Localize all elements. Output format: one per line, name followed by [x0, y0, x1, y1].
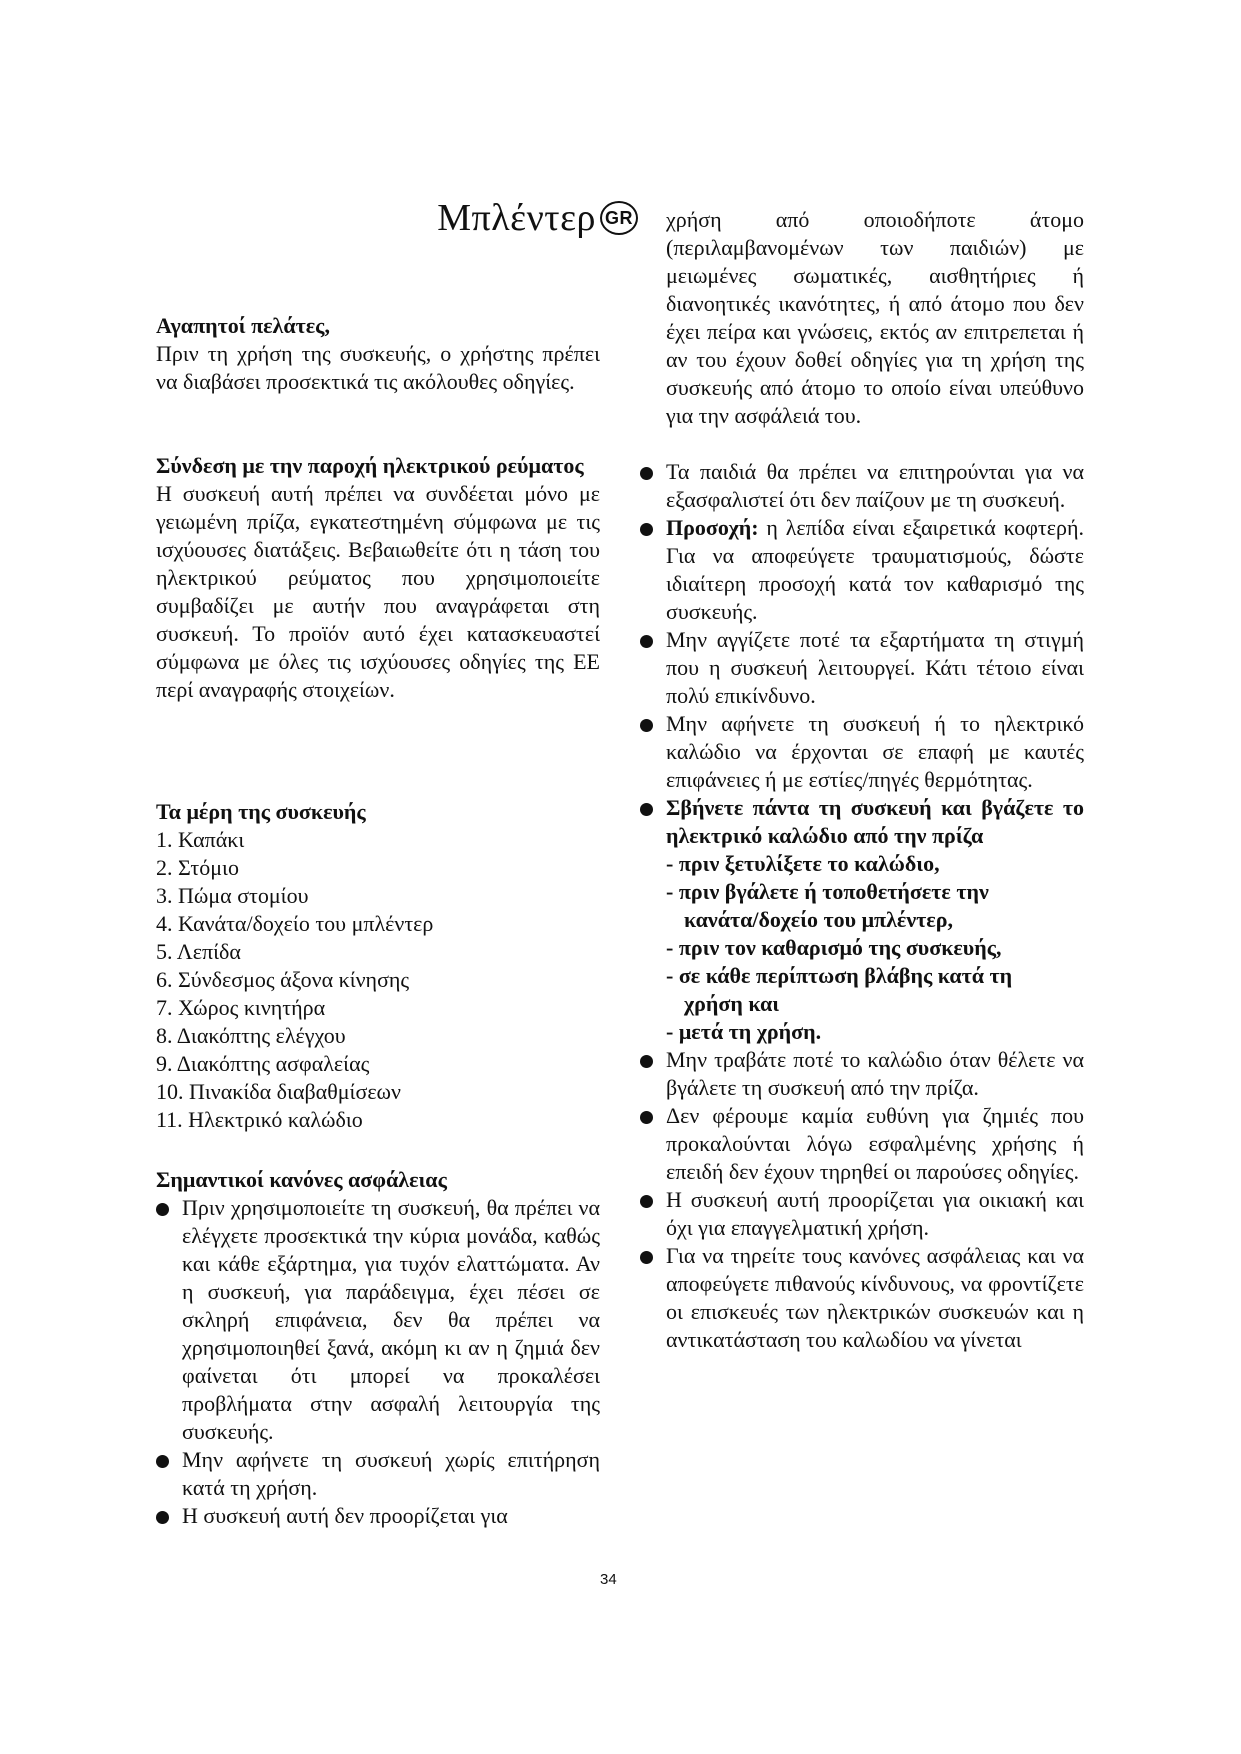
bullet-no-pull: Μην τραβάτε ποτέ το καλώδιο όταν θέλετε να βγάλετε τη συσκευή από την πρίζα. [640, 1046, 1084, 1102]
case-unwind: - πριν ξετυλίξετε το καλώδιο, [666, 851, 940, 876]
case-fault: - σε κάθε περίπτωση βλάβης κατά τη [666, 963, 1013, 988]
right-bullets [640, 458, 1084, 1354]
bullet-caution [640, 514, 1084, 626]
safety-heading: Σημαντικοί κανόνες ασφάλειας [156, 1167, 447, 1192]
parts-item: 8. Διακόπτης ελέγχου [156, 1023, 346, 1048]
caution-label: Προσοχή: [666, 515, 759, 540]
case-remove-jug-cont: κανάτα/δοχείο του μπλέντερ, [684, 907, 953, 932]
case-after-use: - μετά τη χρήση. [666, 1019, 822, 1044]
safety-section [156, 1166, 600, 1530]
case-fault-cont: χρήση και [684, 991, 780, 1016]
bullet-switch-off: Σβήνετε πάντα τη συσκευή και βγάζετε το ηλεκτρικό καλώδιο από την πρίζα [640, 794, 1084, 850]
parts-item: 3. Πώμα στομίου [156, 883, 309, 908]
power-heading: Σύνδεση με την παροχή ηλεκτρικού ρεύματος [156, 453, 584, 478]
parts-item: 1. Καπάκι [156, 827, 245, 852]
continuation-text: χρήση από οποιοδήποτε άτομο (περιλαμβανομένων των παιδιών) με μειωμένες σωματικές, αισθητήριες ή διανοητικές ικανότητες, ή από άτομο που δεν έχει πείρα και γνώσεις, εκτός αν επιτρεπεται ή αν του έχουν δοθεί οδηγίες για τη χρήση της συσκευής από άτομο το οποίο είναι υπεύθυνο για την ασφάλειά του. [666, 207, 1084, 428]
bullet-household: Η συσκευή αυτή προορίζεται για οικιακή και όχι για επαγγελματική χρήση. [640, 1186, 1084, 1242]
bullet-children: Τα παιδιά θα πρέπει να επιτηρούνται για να εξασφαλιστεί ότι δεν παίζουν με τη συσκευή. [640, 458, 1084, 514]
title-text: Μπλέντερ [437, 197, 596, 239]
parts-section [156, 798, 600, 1134]
parts-list [156, 826, 600, 1134]
parts-item: 6. Σύνδεσμος άξονα κίνησης [156, 967, 410, 992]
language-badge: GR [600, 201, 638, 235]
power-section [156, 452, 600, 704]
parts-item: 11. Ηλεκτρικό καλώδιο [156, 1107, 363, 1132]
power-text: Η συσκευή αυτή πρέπει να συνδέεται μόνο με γειωμένη πρίζα, εγκατεστημένη σύμφωνα με τις ισχύουσες διατάξεις. Βεβαιωθείτε ότι η τάση του ηλεκτρικού ρεύματος που χρησιμοποιείτε συμβαδίζει με αυτήν που αναγράφεται στη συσκευή. Το προϊόν αυτό έχει κατασκευαστεί σύμφωνα με όλες τις ισχύουσες οδηγίες της ΕΕ περί αναγραφής στοιχείων. [156, 481, 600, 702]
bullet-no-hot: Μην αφήνετε τη συσκευή ή το ηλεκτρικό καλώδιο να έρχονται σε επαφή με καυτές επιφάνειες ή με εστίες/πηγές θερμότητας. [640, 710, 1084, 794]
switch-off-cases [640, 850, 1084, 1046]
parts-item: 5. Λεπίδα [156, 939, 241, 964]
safety-continuation [640, 206, 1084, 430]
bullet-no-touch: Μην αγγίζετε ποτέ τα εξαρτήματα τη στιγμή που η συσκευή λειτουργεί. Κάτι τέτοιο είναι πολύ επικίνδυνο. [640, 626, 1084, 710]
safety-bullet-supervise: Μην αφήνετε τη συσκευή χωρίς επιτήρηση κατά τη χρήση. [156, 1446, 600, 1502]
intro-text: Πριν τη χρήση της συσκευής, ο χρήστης πρέπει να διαβάσει προσεκτικά τις ακόλουθες οδηγίες. [156, 341, 600, 394]
caution-text: η λεπίδα είναι εξαιρετικά κοφτερή. Για να αποφεύγετε τραυματισμούς, δώστε ιδιαίτερη προσοχή κατά τον καθαρισμό της συσκευής. [666, 515, 1084, 624]
parts-item: 2. Στόμιο [156, 855, 239, 880]
parts-item: 9. Διακόπτης ασφαλείας [156, 1051, 370, 1076]
bullet-liability: Δεν φέρουμε καμία ευθύνη για ζημιές που προκαλούνται λόγω εσφαλμένης χρήσης ή επειδή δεν έχουν τηρηθεί οι παρούσες οδηγίες. [640, 1102, 1084, 1186]
case-cleaning: - πριν τον καθαρισμό της συσκευής, [666, 935, 1002, 960]
parts-item: 7. Χώρος κινητήρα [156, 995, 326, 1020]
bullet-repairs: Για να τηρείτε τους κανόνες ασφάλειας και να αποφεύγετε πιθανούς κίνδυνους, να φροντίζετε οι επισκευές των ηλεκτρικών συσκευών και η αντικατάσταση του καλωδίου να γίνεται [640, 1242, 1084, 1354]
case-remove-jug: - πριν βγάλετε ή τοποθετήσετε την [666, 879, 989, 904]
page-title [400, 196, 638, 240]
parts-heading: Τα μέρη της συσκευής [156, 799, 366, 824]
intro-heading: Αγαπητοί πελάτες, [156, 313, 330, 338]
parts-item: 4. Κανάτα/δοχείο του μπλέντερ [156, 911, 434, 936]
intro-section [156, 312, 600, 396]
safety-bullet-inspect: Πριν χρησιμοποιείτε τη συσκευή, θα πρέπει να ελέγχετε προσεκτικά την κύρια μονάδα, καθώς και κάθε εξάρτημα, για τυχόν ελαττώματα. Αν η συσκευή, για παράδειγμα, έχει πέσει σε σκληρή επιφάνεια, δεν θα πρέπει να χρησιμοποιηθεί ξανά, ακόμη κι αν η ζημιά δεν φαίνεται ότι μπορεί να προκαλέσει προβλήματα στην ασφαλή λειτουργία της συσκευής. [156, 1194, 600, 1446]
page-number: 34 [600, 1571, 617, 1588]
safety-bullet-not-intended: Η συσκευή αυτή δεν προορίζεται για [156, 1502, 600, 1530]
parts-item: 10. Πινακίδα διαβαθμίσεων [156, 1079, 401, 1104]
